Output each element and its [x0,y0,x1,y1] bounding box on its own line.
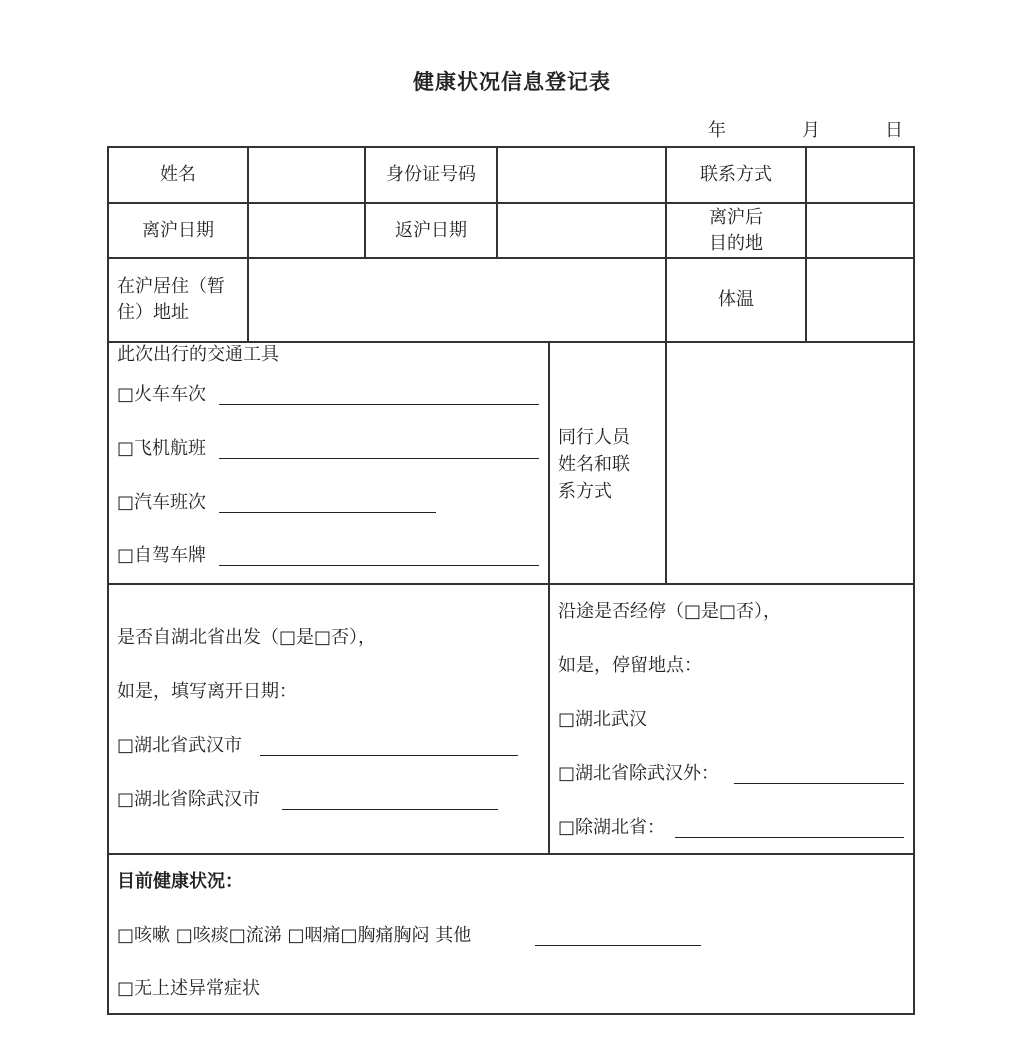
stopover-wuhan-option[interactable]: □湖北武汉 [558,709,648,730]
id-number-label: 身份证号码 [386,164,476,185]
stopover-outside-hubei-option[interactable]: □除湖北省： [558,817,666,838]
hubei-origin-question: 是否自湖北省出发（□是□否）， [117,627,377,648]
registration-form [107,146,915,1015]
hubei-wuhan-date-blank[interactable] [260,755,518,756]
train-number-blank[interactable] [219,404,539,405]
stopover-hubei-other-option[interactable]: □湖北省除武汉外： [558,763,720,784]
return-date-field[interactable] [498,204,665,257]
date-month-label: 月 [802,120,820,141]
stopover-question: 沿途是否经停（□是□否）， [558,601,782,622]
hubei-origin-instruction: 如是，填写离开日期： [117,681,297,702]
name-label: 姓名 [160,164,196,185]
form-border-bottom [107,1013,915,1015]
stopover-instruction: 如是，停留地点： [558,655,702,676]
transport-heading: 此次出行的交通工具 [117,344,279,365]
hubei-other-date-blank[interactable] [282,809,498,810]
return-date-label: 返沪日期 [395,219,467,241]
id-number-field[interactable] [498,148,665,202]
contact-field[interactable] [807,148,913,202]
destination-label-line2: 目的地 [709,232,763,254]
address-label-line1: 在沪居住（暂 [117,276,225,297]
train-option[interactable]: □火车车次 [117,384,207,405]
bus-option[interactable]: □汽车班次 [117,492,207,513]
car-plate-blank[interactable] [219,565,539,566]
form-title: 健康状况信息登记表 [413,70,611,94]
column-divider [548,341,550,854]
car-option[interactable]: □自驾车牌 [117,545,207,566]
temperature-label: 体温 [718,289,754,310]
companions-field[interactable] [667,343,913,583]
flight-option[interactable]: □飞机航班 [117,438,207,459]
health-heading: 目前健康状况： [117,871,243,892]
leave-date-field[interactable] [249,204,364,257]
hubei-wuhan-option[interactable]: □湖北省武汉市 [117,735,243,756]
other-symptom-blank[interactable] [535,945,701,946]
stopover-hubei-other-blank[interactable] [734,783,904,784]
symptom-options[interactable]: □咳嗽 □咳痰□流涕 □咽痛□胸痛胸闷 其他 [117,925,472,946]
hubei-other-option[interactable]: □湖北省除武汉市 [117,789,261,810]
address-label-line2: 住）地址 [117,302,189,323]
companions-label-line2: 姓名和联 [558,454,630,475]
row-divider [107,583,915,585]
form-border-right [913,146,915,1015]
form-border-left [107,146,109,1015]
address-field[interactable] [249,259,665,341]
no-symptoms-option[interactable]: □无上述异常症状 [117,978,261,999]
leave-date-label: 离沪日期 [142,219,214,241]
destination-field[interactable] [807,204,913,257]
destination-label-line1: 离沪后 [709,206,763,228]
companions-label [558,424,630,505]
bus-number-blank[interactable] [219,512,436,513]
destination-label [667,204,805,257]
name-field[interactable] [249,148,364,202]
date-year-label: 年 [708,120,726,141]
contact-label: 联系方式 [700,164,772,185]
temperature-field[interactable] [807,259,913,341]
stopover-outside-hubei-blank[interactable] [675,837,904,838]
date-day-label: 日 [885,120,903,141]
flight-number-blank[interactable] [219,458,539,459]
companions-label-line1: 同行人员 [558,427,630,448]
row-divider [107,853,915,855]
address-label [117,259,247,341]
companions-label-line3: 系方式 [558,481,612,502]
